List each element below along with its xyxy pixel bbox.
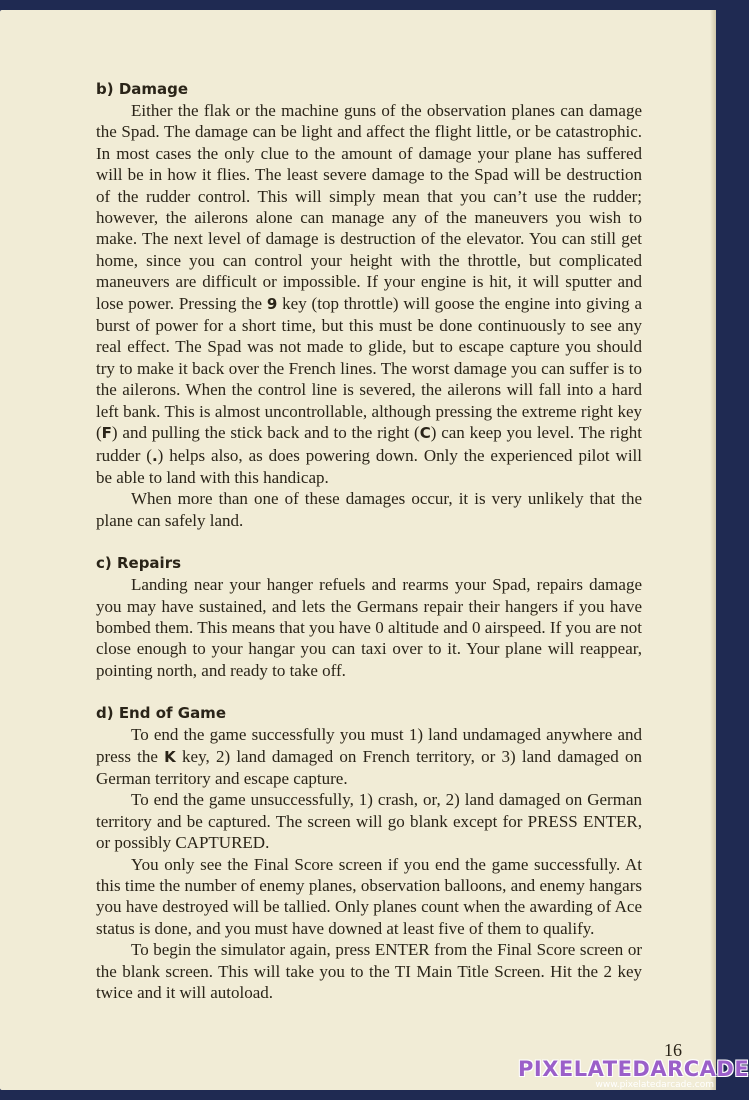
- key-c: C: [419, 424, 431, 443]
- section-heading-repairs: c) Repairs: [96, 554, 182, 573]
- key-period: .: [151, 446, 158, 465]
- section-gap: [96, 681, 642, 703]
- end-of-game-paragraph-3: You only see the Final Score screen if you end the game successfully. At this time the number of enemy planes, observation balloons, and enemy hangars you have destroyed will be tallied. Only planes count when the awarding of Ace status is done, and you must have downed at least five of them to qualify.: [96, 854, 642, 938]
- repairs-paragraph-1: Landing near your hanger refuels and rearms your Spad, repairs damage you may have sustained, and lets the Germans repair their hangers if you have bombed them. This means that you have 0 altitude and 0 airspeed. If you are not close enough to your hangar you can taxi over to it. Your plane will reappear, pointing north, and ready to take off.: [96, 575, 642, 680]
- page-gutter-shadow: [710, 10, 716, 1090]
- site-watermark: [518, 1057, 749, 1091]
- key-9: 9: [266, 294, 278, 313]
- key-k: K: [164, 747, 176, 766]
- key-f: F: [101, 424, 112, 443]
- section-heading-end-of-game: d) End of Game: [96, 704, 226, 723]
- end-of-game-paragraph-1: To end the game successfully you must 1) land undamaged anywhere and press the K key, 2) land damaged on French territory, or 3) land damaged on German territory and escape capture.: [96, 725, 642, 788]
- watermark-logo: PIXELATEDARCADE: [518, 1057, 749, 1081]
- damage-paragraph-2: When more than one of these damages occur, it is very unlikely that the plane can safely land.: [96, 489, 642, 530]
- damage-paragraph-1: Either the flak or the machine guns of the observation planes can damage the Spad. The damage can be light and affect the flight little, or be catastrophic. In most cases the only clue to the amount of damage your plane has suffered will be in how it flies. The least severe damage to the Spad will be destruction of the rudder control. This will simply mean that you can’t use the rudder; however, the ailerons alone can manage any of the maneuvers you wish to make. The next level of damage is destruction of the elevator. You can still get home, since you can control your height with the throttle, but complicated maneuvers are difficult or impossible. If your engine is hit, it will sputter and lose power. Pressing the 9 key (top throttle) will goose the engine into giving a burst of power for a short time, but this must be done continuously to see any real effect. The Spad was not made to glide, but to escape capture you should try to make it back over the French lines. The worst damage you can suffer is to the ailerons. When the control line is severed, the ailerons will fall into a hard left bank. This is almost uncontrollable, although pressing the extreme right key (F) and pulling the stick back and to the right (C) can keep you level. The right rudder (.) helps also, as does powering down. Only the experienced pilot will be able to land with this handicap.: [96, 101, 642, 487]
- manual-page: [0, 10, 749, 1090]
- end-of-game-paragraph-4: To begin the simulator again, press ENTER from the Final Score screen or the blank screen. This will take you to the TI Main Title Screen. Hit the 2 key twice and it will autoload.: [96, 940, 642, 1003]
- section-gap: [96, 531, 642, 553]
- section-heading-damage: b) Damage: [96, 80, 189, 98]
- end-of-game-paragraph-2: To end the game unsuccessfully, 1) crash, or, 2) land damaged on German territory and be captured. The screen will go blank except for PRESS ENTER, or possibly CAPTURED.: [96, 790, 642, 853]
- watermark-url: www.pixelatedarcade.com: [595, 1080, 714, 1090]
- page-content: [96, 79, 642, 1003]
- page-number: 16: [664, 1040, 682, 1060]
